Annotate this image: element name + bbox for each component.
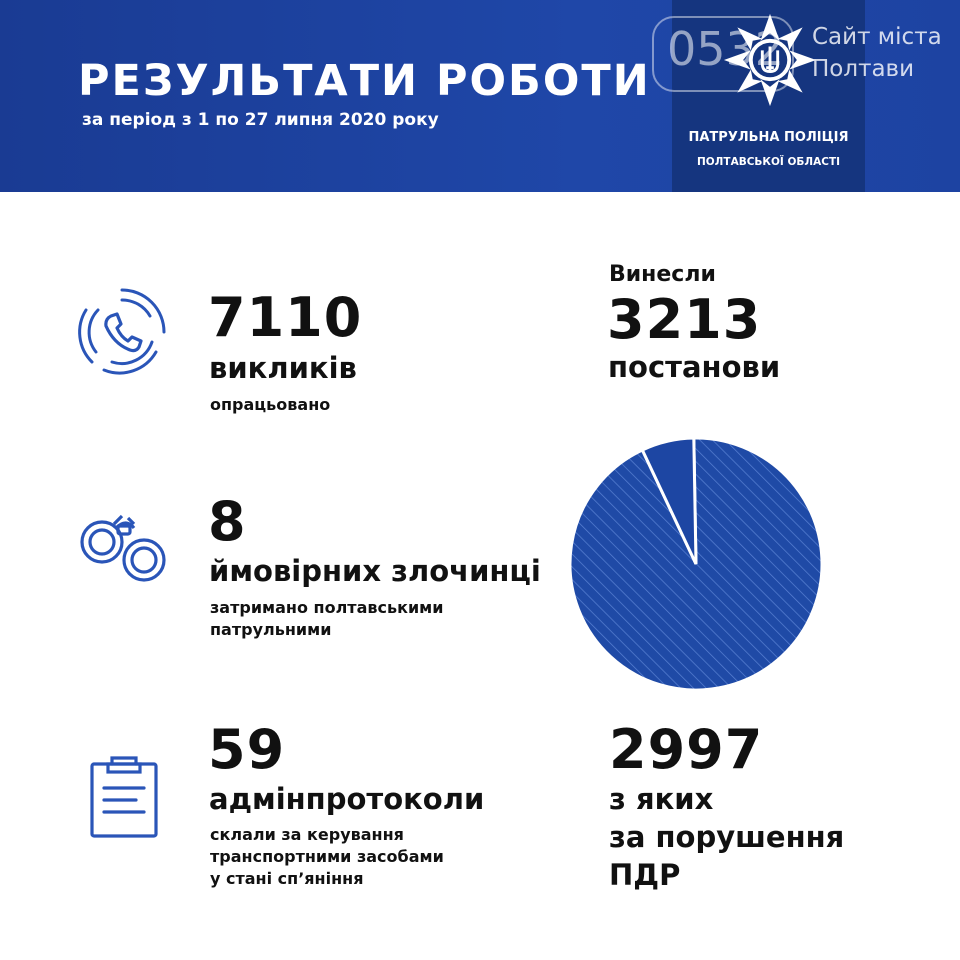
protocols-note-line2: транспортними засобами [210,847,444,866]
protocols-label: адмінпротоколи [209,782,485,816]
criminals-label: ймовірних злочинці [209,554,541,588]
calls-note: опрацьовано [210,395,331,414]
protocols-count: 59 [208,718,286,781]
header-banner [0,0,960,192]
resolutions-prefix: Винесли [609,262,716,287]
page-title: РЕЗУЛЬТАТИ РОБОТИ [78,56,651,106]
clipboard-icon [88,754,160,838]
police-name: ПАТРУЛЬНА ПОЛІЦІЯ [688,130,849,145]
traffic-line3: ПДР [609,858,681,892]
criminals-count: 8 [208,490,247,553]
watermark-number: 0532 [667,22,785,76]
calls-count: 7110 [208,286,363,349]
calls-label: викликів [209,351,357,385]
traffic-count: 2997 [609,718,764,781]
criminals-note-line2: патрульними [210,620,332,639]
traffic-line2: за порушення [609,820,845,854]
resolutions-pie-chart [564,432,828,696]
protocols-note-line1: склали за керування [210,825,404,844]
criminals-note-line1: затримано полтавськими [210,598,444,617]
phone-icon [76,286,168,378]
police-region: ПОЛТАВСЬКОЇ ОБЛАСТІ [696,156,841,168]
page-subtitle: за період з 1 по 27 липня 2020 року [82,110,439,130]
protocols-note-line3: у стані сп’яніння [210,869,364,888]
traffic-line1: з яких [609,782,714,816]
watermark-line2: Полтави [812,56,915,82]
watermark-line1: Сайт міста [812,24,942,50]
handcuffs-icon [76,510,172,590]
resolutions-label: постанови [608,350,781,384]
resolutions-count: 3213 [607,288,762,351]
